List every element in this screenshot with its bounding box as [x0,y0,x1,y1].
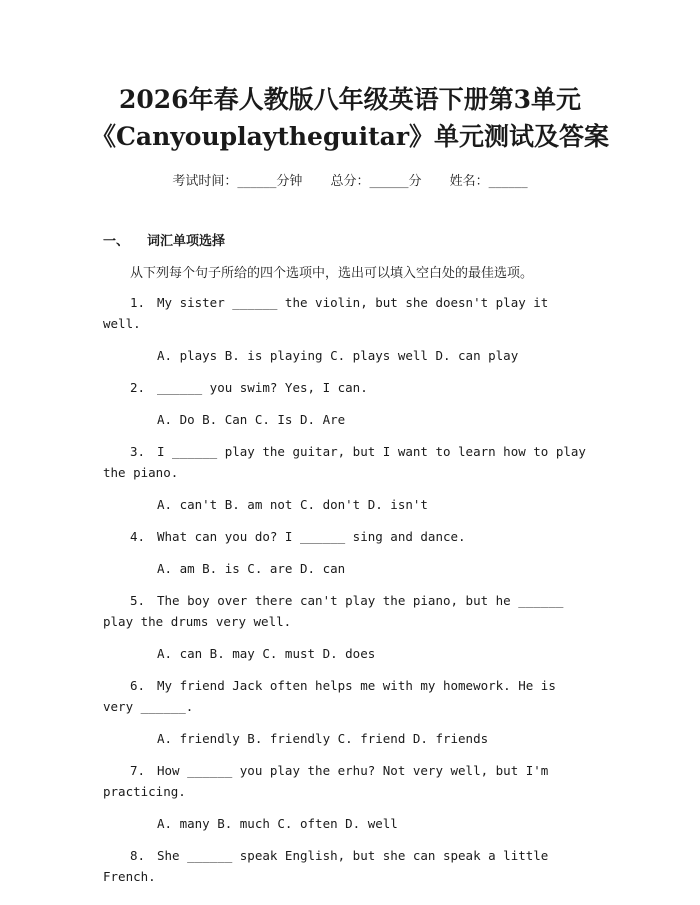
question-options: A. can B. may C. must D. does [157,646,376,661]
question-list [103,292,593,887]
question-text: My friend Jack often helps me with my homework. He is very ______. [103,678,556,714]
question-number: 4. [130,529,146,544]
exam-time: 考试时间：______分钟 [172,174,303,189]
question-number: 2. [130,380,146,395]
question-options: A. plays B. is playing C. plays well D. can play [157,348,519,363]
question-stem [103,377,593,398]
question-text: The boy over there can't play the piano, but he ______ play the drums very well. [103,593,564,629]
question-number: 3. [130,444,146,459]
question-options: A. can't B. am not C. don't D. isn't [157,497,428,512]
exam-meta [0,170,700,189]
question-text: I ______ play the guitar, but I want to learn how to play the piano. [103,444,586,480]
section-title: 词汇单项选择 [147,234,226,249]
document-title-line2: 《Canyouplaytheguitar》单元测试及答案 [90,122,610,151]
question-number: 5. [130,593,146,608]
section-heading [103,230,225,249]
question-text: How ______ you play the erhu? Not very well, but I'm practicing. [103,763,549,799]
question-options: A. am B. is C. are D. can [157,561,346,576]
question-number: 7. [130,763,146,778]
question-stem [103,845,593,887]
question-stem [103,526,593,547]
question-options: A. friendly B. friendly C. friend D. friends [157,731,489,746]
exam-score: 总分：______分 [330,174,422,189]
question-number: 6. [130,678,146,693]
question-stem [103,675,593,717]
question-options: A. many B. much C. often D. well [157,816,398,831]
question-text: She ______ speak English, but she can speak a little French. [103,848,549,884]
question-number: 8. [130,848,146,863]
section-instruction: 从下列每个句子所给的四个选项中，选出可以填入空白处的最佳选项。 [130,266,534,281]
section-number: 一、 [103,234,130,249]
question-stem [103,292,593,334]
question-stem [103,441,593,483]
student-name: 姓名：______ [449,174,528,189]
question-text: What can you do? I ______ sing and dance. [157,529,466,544]
question-options: A. Do B. Can C. Is D. Are [157,412,346,427]
question-number: 1. [130,295,146,310]
question-stem [103,590,593,632]
question-text: ______ you swim? Yes, I can. [157,380,368,395]
question-stem [103,760,593,802]
document-title-line1: 2026年春人教版八年级英语下册第3单元 [119,85,581,114]
question-text: My sister ______ the violin, but she doesn't play it well. [103,295,549,331]
